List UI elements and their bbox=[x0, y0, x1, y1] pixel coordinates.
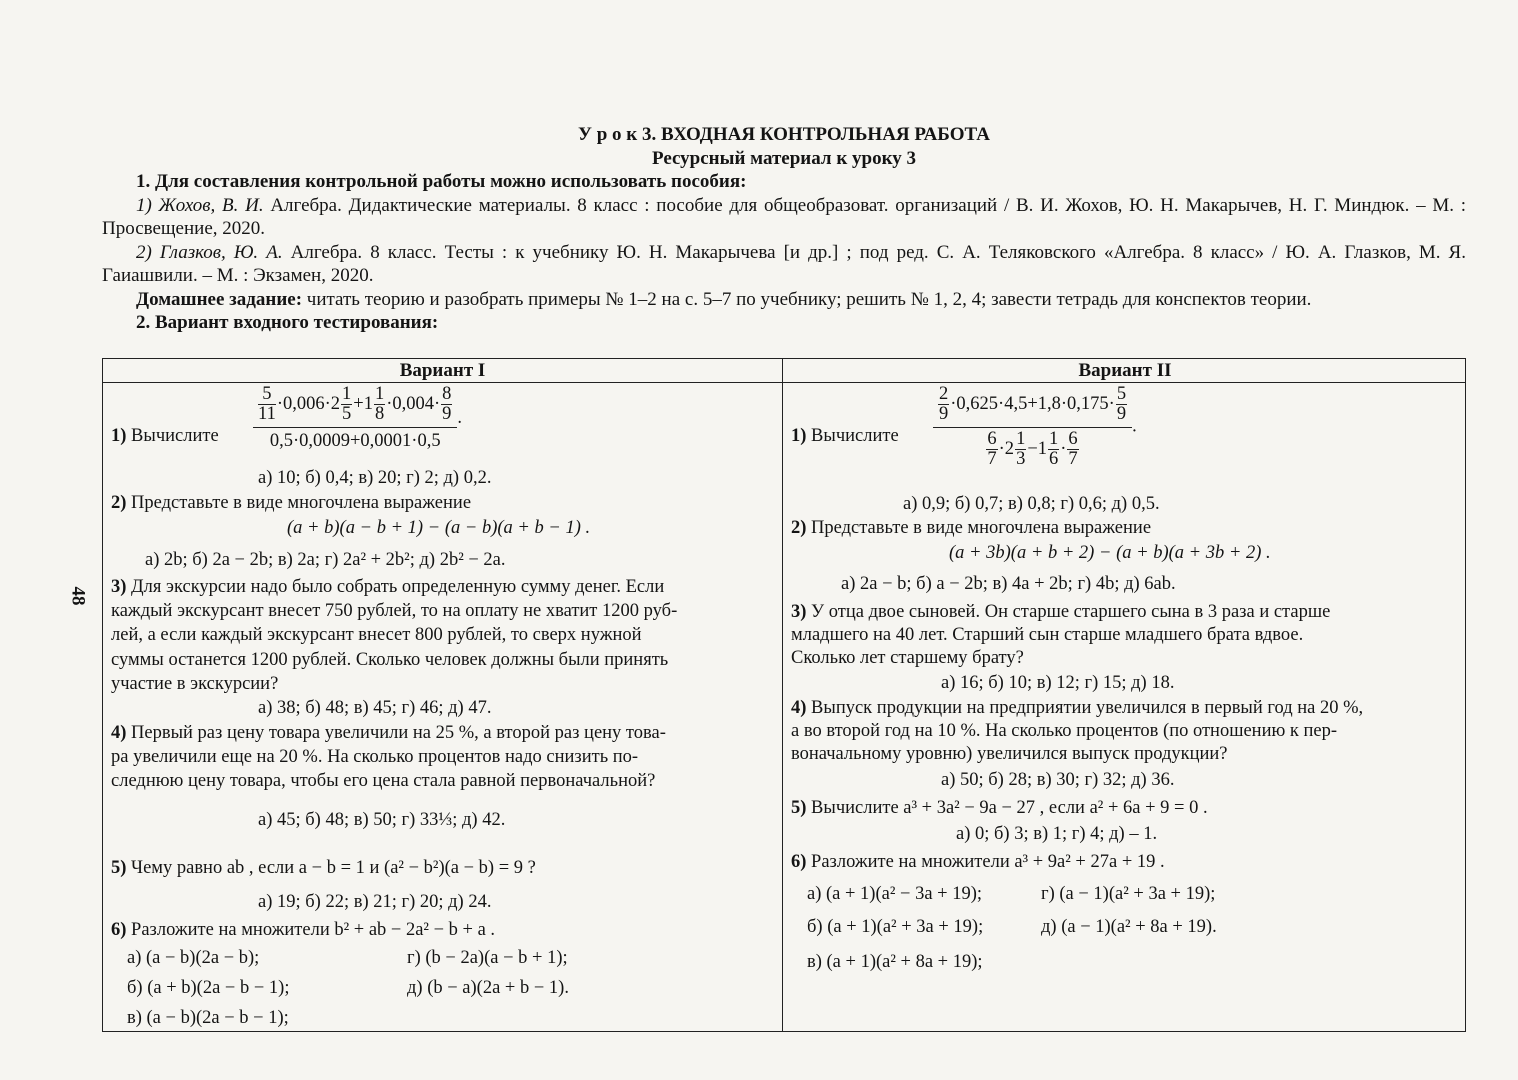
v1-q2-expression: (a + b)(a − b + 1) − (a − b)(a + b − 1) . bbox=[287, 518, 591, 538]
v2-q5-label: 5) bbox=[791, 798, 807, 818]
v2-q6-label: 6) bbox=[791, 852, 807, 872]
section-1-heading: 1. Для составления контрольной работы можно использовать пособия: bbox=[136, 171, 747, 192]
v2-q6-option-a: а) (a + 1)(a² − 3a + 19); bbox=[807, 884, 983, 904]
v1-q3-line: лей, а если каждый экскурсант внесет 800 рублей, то сверх нужной bbox=[111, 625, 642, 646]
homework bbox=[102, 288, 1466, 312]
lesson-subtitle: Ресурсный материал к уроку 3 bbox=[651, 147, 917, 169]
v1-q5-text: Чему равно ab , если a − b = 1 и (a² − b²)(a − b) = 9 ? bbox=[131, 858, 536, 878]
homework-text: читать теорию и разобрать примеры № 1–2 на с. 5–7 по учебнику; решить № 1, 2, 4; завести тетрадь для конспектов теории. bbox=[302, 288, 1312, 310]
v2-q1-expression: $\frac{2}{9}$ ·0,625·4,5+1,8·0,175· $\frac{5}{9}$ $\frac{6}{7}$ ·2 $\frac{1}{3}$ −1 $\frac{1}{6}$ · $\frac{6}{7}$ . bbox=[933, 385, 1137, 470]
lesson-header bbox=[102, 123, 1466, 335]
v1-q4-label: 4) bbox=[111, 723, 127, 743]
column-divider bbox=[782, 359, 783, 1031]
reference-1 bbox=[102, 194, 1466, 241]
v2-q4-label: 4) bbox=[791, 698, 807, 718]
v2-q3-line: Сколько лет старшему брату? bbox=[791, 648, 1024, 669]
v2-q1 bbox=[791, 425, 899, 448]
v1-q6 bbox=[111, 919, 495, 942]
reference-1-text: Алгебра. Дидактические материалы. 8 класс : пособие для общеобразоват. организаций / В. И. Жохов, Ю. Н. Макарычев, Н. Г. Миндюк. – М. : Просвещение, 2020. bbox=[102, 194, 1466, 239]
lesson-title: У р о к 3. ВХОДНАЯ КОНТРОЛЬНАЯ РАБОТА bbox=[578, 124, 990, 145]
v1-q6-label: 6) bbox=[111, 920, 127, 940]
v2-q4-line: воначальному уровню) увеличился выпуск продукции? bbox=[791, 744, 1228, 765]
v1-q6-option-v: в) (a − b)(2a − b − 1); bbox=[127, 1008, 289, 1028]
variant-1-title: Вариант I bbox=[399, 360, 486, 381]
v2-q5-answers: а) 0; б) 3; в) 1; г) 4; д) – 1. bbox=[956, 824, 1158, 844]
v1-q3-line: каждый экскурсант внесет 750 рублей, то на оплату не хватит 1200 руб- bbox=[111, 601, 678, 622]
v2-q1-label: 1) bbox=[791, 426, 807, 446]
header-divider bbox=[103, 382, 1465, 383]
v1-q4-line: Первый раз цену товара увеличили на 25 %, а второй раз цену това- bbox=[131, 723, 666, 743]
v1-q6-option-d: д) (b − a)(2a + b − 1). bbox=[407, 978, 569, 998]
v2-q2-answers: а) 2a − b; б) a − 2b; в) 4a + 2b; г) 4b; д) 6ab. bbox=[841, 574, 1176, 594]
v1-q1-text: Вычислите bbox=[131, 426, 219, 446]
v2-q3-line: младшего на 40 лет. Старший сын старше младшего брата вдвое. bbox=[791, 625, 1304, 646]
v2-q6-option-v: в) (a + 1)(a² + 8a + 19); bbox=[807, 952, 983, 972]
v1-q2-answers: а) 2b; б) 2a − 2b; в) 2a; г) 2a² + 2b²; д) 2b² − 2a. bbox=[145, 550, 506, 570]
page-number: 48 bbox=[67, 586, 89, 606]
v2-q4-line: а во второй год на 10 %. На сколько процентов (по отношению к пер- bbox=[791, 721, 1338, 742]
v1-q4-line: следнюю цену товара, чтобы его цена стала равной первоначальной? bbox=[111, 771, 656, 792]
v1-q3 bbox=[111, 575, 677, 696]
v2-q6 bbox=[791, 851, 1165, 874]
v2-q4 bbox=[791, 697, 1363, 767]
v1-q5-answers: а) 19; б) 22; в) 21; г) 20; д) 24. bbox=[258, 892, 492, 912]
v2-q6-option-d: д) (a − 1)(a² + 8a + 19). bbox=[1041, 917, 1217, 937]
v2-q4-line: Выпуск продукции на предприятии увеличился в первый год на 20 %, bbox=[811, 698, 1364, 718]
reference-2-text: Алгебра. 8 класс. Тесты : к учебнику Ю. Н. Макарычева [и др.] ; под ред. С. А. Теляковского «Алгебра. 8 класс» / Ю. А. Глазков, М. Я. Гаиашвили. – М. : Экзамен, 2020. bbox=[102, 241, 1466, 286]
v2-q2-label: 2) bbox=[791, 518, 807, 538]
v1-q6-option-a: а) (a − b)(2a − b); bbox=[127, 948, 260, 968]
v2-q5-text: Вычислите a³ + 3a² − 9a − 27 , если a² + 6a + 9 = 0 . bbox=[811, 798, 1208, 818]
v1-q1-label: 1) bbox=[111, 426, 127, 446]
v2-q1-answers: а) 0,9; б) 0,7; в) 0,8; г) 0,6; д) 0,5. bbox=[903, 494, 1160, 514]
reference-2-author: 2) Глазков, Ю. А. bbox=[136, 241, 283, 263]
v1-q5-label: 5) bbox=[111, 858, 127, 878]
v2-q6-text: Разложите на множители a³ + 9a² + 27a + 19 . bbox=[811, 852, 1165, 872]
homework-label: Домашнее задание: bbox=[136, 288, 303, 310]
v1-q4-line: ра увеличили еще на 20 %. На сколько процентов надо снизить по- bbox=[111, 747, 639, 768]
v1-q1 bbox=[111, 425, 219, 448]
v1-q3-label: 3) bbox=[111, 577, 127, 597]
v1-q2 bbox=[111, 492, 471, 515]
v2-q1-text: Вычислите bbox=[811, 426, 899, 446]
v1-q3-line: суммы останется 1200 рублей. Сколько человек должны были принять bbox=[111, 649, 669, 670]
v2-q2 bbox=[791, 517, 1151, 540]
v1-q3-answers: а) 38; б) 48; в) 45; г) 46; д) 47. bbox=[258, 698, 492, 718]
v2-q3-answers: а) 16; б) 10; в) 12; г) 15; д) 18. bbox=[941, 673, 1175, 693]
v1-q6-option-b: б) (a + b)(2a − b − 1); bbox=[127, 978, 290, 998]
v2-q4-answers: а) 50; б) 28; в) 30; г) 32; д) 36. bbox=[941, 770, 1175, 790]
v1-q6-text: Разложите на множители b² + ab − 2a² − b + a . bbox=[131, 920, 496, 940]
v1-q3-line: участие в экскурсии? bbox=[111, 673, 279, 694]
v1-q4-answers: а) 45; б) 48; в) 50; г) 33⅓; д) 42. bbox=[258, 810, 506, 830]
v2-q3 bbox=[791, 601, 1330, 671]
v1-q5 bbox=[111, 857, 536, 880]
v1-q3-line: Для экскурсии надо было собрать определенную сумму денег. Если bbox=[131, 577, 665, 597]
reference-1-author: 1) Жохов, В. И. bbox=[136, 194, 264, 216]
v2-q5 bbox=[791, 797, 1208, 820]
section-2-heading: 2. Вариант входного тестирования: bbox=[136, 312, 439, 333]
v2-q3-label: 3) bbox=[791, 602, 807, 622]
v1-q6-option-g: г) (b − 2a)(a − b + 1); bbox=[407, 948, 568, 968]
reference-2 bbox=[102, 241, 1466, 288]
v2-q6-option-g: г) (a − 1)(a² + 3a + 19); bbox=[1041, 884, 1216, 904]
v2-q2-expression: (a + 3b)(a + b + 2) − (a + b)(a + 3b + 2) . bbox=[949, 543, 1271, 563]
v1-q4 bbox=[111, 721, 666, 794]
v2-q6-option-b: б) (a + 1)(a² + 3a + 19); bbox=[807, 917, 984, 937]
v2-q2-text: Представьте в виде многочлена выражение bbox=[811, 518, 1152, 538]
v1-q1-expression: $\frac{5}{11}$ ·0,006·2 $\frac{1}{5}$ +1 $\frac{1}{8}$ ·0,004· $\frac{8}{9}$ 0,5·0,0009+0,0001·0,5 . bbox=[253, 385, 462, 453]
v1-q2-text: Представьте в виде многочлена выражение bbox=[131, 493, 472, 513]
v1-q1-answers: а) 10; б) 0,4; в) 20; г) 2; д) 0,2. bbox=[258, 468, 492, 488]
v1-q2-label: 2) bbox=[111, 493, 127, 513]
v2-q3-line: У отца двое сыновей. Он старше старшего сына в 3 раза и старше bbox=[811, 602, 1331, 622]
variants-table bbox=[102, 358, 1466, 1032]
variant-2-title: Вариант II bbox=[1078, 360, 1172, 381]
